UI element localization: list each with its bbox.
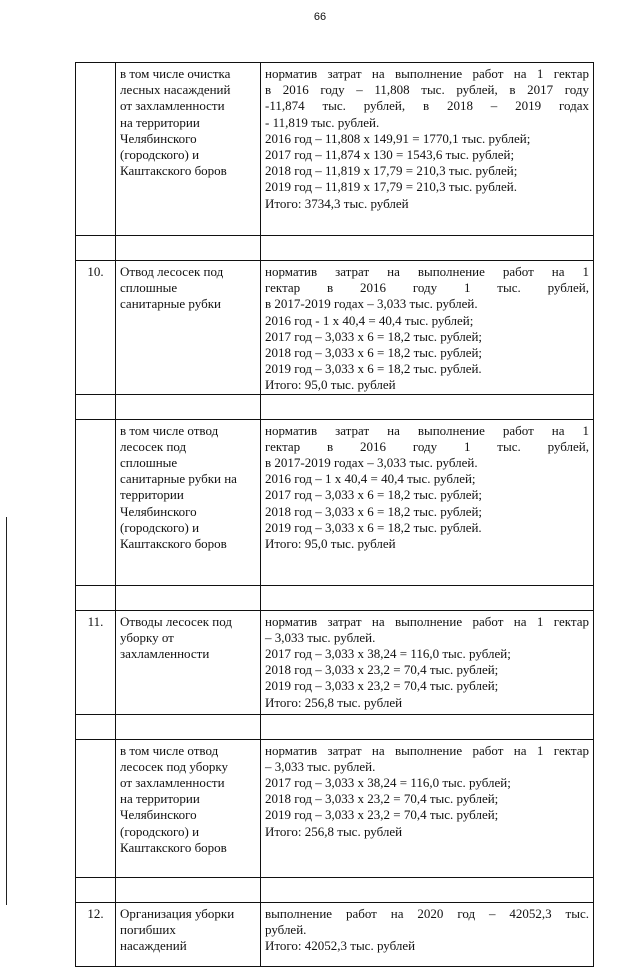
work-name-cell xyxy=(116,902,261,966)
row-number: 10. xyxy=(76,261,116,395)
cost-detail-line: Итого: 256,8 тыс. рублей xyxy=(265,694,403,710)
cost-detail-line: 2018 год – 3,033 х 23,2 = 70,4 тыс. рублей; xyxy=(265,662,499,678)
cost-detail-line: 2016 год – 1 х 40,4 = 40,4 тыс. рублей; xyxy=(265,471,476,487)
work-name-line: погибших xyxy=(120,921,176,937)
cost-detail-line: 2017 год – 3,033 х 38,24 = 116,0 тыс. рублей; xyxy=(265,646,511,662)
work-name-line: в том числе очистка xyxy=(120,66,231,81)
work-name-cell xyxy=(116,419,261,585)
separator-cell xyxy=(116,877,261,902)
cost-detail-line: в 2017-2019 годах – 3,033 тыс. рублей. xyxy=(265,455,478,471)
cost-detail-line: 2019 год – 3,033 х 23,2 = 70,4 тыс. рублей; xyxy=(265,678,499,694)
separator-cell xyxy=(76,394,116,419)
work-name-line: Организация уборки xyxy=(120,905,235,921)
work-name-line: уборку от xyxy=(120,629,174,645)
row-number xyxy=(76,739,116,877)
page-number: 66 xyxy=(313,11,327,23)
cost-table xyxy=(75,62,594,967)
separator-cell xyxy=(261,585,594,610)
separator-cell xyxy=(116,394,261,419)
work-name-line: в том числе отвод xyxy=(120,742,219,758)
work-name-line: Каштакского боров xyxy=(120,163,227,179)
work-name-line: Отвод лесосек под xyxy=(120,264,224,279)
row-number xyxy=(76,63,116,236)
work-name-cell xyxy=(116,739,261,877)
work-name-line: захламленности xyxy=(120,646,210,662)
work-name-line: от захламленности xyxy=(120,775,225,791)
separator-cell xyxy=(261,394,594,419)
cost-detail-line: 2019 год – 3,033 х 6 = 18,2 тыс. рублей. xyxy=(265,361,482,377)
cost-detail-cell xyxy=(261,261,594,395)
cost-detail-cell xyxy=(261,739,594,877)
cost-detail-line: рублей. xyxy=(265,921,307,937)
work-name-cell xyxy=(116,261,261,395)
table-row xyxy=(76,261,594,395)
table-row xyxy=(76,419,594,585)
cost-detail-line: 2017 год – 3,033 х 6 = 18,2 тыс. рублей; xyxy=(265,328,483,344)
cost-detail-line: 2019 год – 3,033 х 6 = 18,2 тыс. рублей. xyxy=(265,519,482,535)
separator-cell xyxy=(76,877,116,902)
separator-cell xyxy=(76,714,116,739)
table-row xyxy=(76,739,594,877)
work-name-line: (городского) и xyxy=(120,147,200,163)
separator-cell xyxy=(261,714,594,739)
row-separator xyxy=(76,585,594,610)
cost-detail-line: Итого: 42052,3 тыс. рублей xyxy=(265,938,416,954)
cost-detail-cell xyxy=(261,902,594,966)
cost-detail-line: 2016 год - 1 х 40,4 = 40,4 тыс. рублей; xyxy=(265,312,474,328)
cost-detail-line: норматив затрат на выполнение работ на 1 xyxy=(265,264,589,279)
work-name-line: сплошные xyxy=(120,280,178,296)
row-separator xyxy=(76,394,594,419)
row-number xyxy=(76,419,116,585)
cost-detail-cell xyxy=(261,63,594,236)
cost-detail-line: – 3,033 тыс. рублей. xyxy=(265,758,376,774)
work-name-line: от захламленности xyxy=(120,98,225,114)
work-name-line: Каштакского боров xyxy=(120,536,227,552)
separator-cell xyxy=(116,714,261,739)
row-separator xyxy=(76,877,594,902)
row-number: 12. xyxy=(76,902,116,966)
cost-detail-cell xyxy=(261,419,594,585)
work-name-line: (городского) и xyxy=(120,823,200,839)
cost-detail-line: – 3,033 тыс. рублей. xyxy=(265,629,376,645)
work-name-line: территории xyxy=(120,487,184,503)
separator-cell xyxy=(261,236,594,261)
cost-detail-line: Итого: 95,0 тыс. рублей xyxy=(265,536,396,552)
work-name-line: санитарные рубки xyxy=(120,296,221,312)
work-name-line: лесосек под xyxy=(120,438,187,454)
cost-detail-line: -11,874 тыс. рублей, в 2018 – 2019 годах xyxy=(265,98,589,114)
work-name-line: лесных насаждений xyxy=(120,82,231,98)
separator-cell xyxy=(116,585,261,610)
cost-detail-line: норматив затрат на выполнение работ на 1 xyxy=(265,422,589,438)
cost-detail-line: норматив затрат на выполнение работ на 1 гектар xyxy=(265,742,589,758)
row-number: 11. xyxy=(76,610,116,714)
work-name-line: сплошные xyxy=(120,455,178,471)
cost-detail-line: гектар в 2016 году 1 тыс. рублей, xyxy=(265,280,589,296)
work-name-line: лесосек под уборку xyxy=(120,758,228,774)
work-name-line: Каштакского боров xyxy=(120,839,227,855)
cost-detail-line: 2017 год – 3,033 х 6 = 18,2 тыс. рублей; xyxy=(265,487,483,503)
table-row xyxy=(76,63,594,236)
table-row xyxy=(76,902,594,966)
scan-margin-line xyxy=(6,517,7,905)
cost-detail-line: в 2016 году – 11,808 тыс. рублей, в 2017 году xyxy=(265,82,589,98)
cost-detail-line: Итого: 95,0 тыс. рублей xyxy=(265,377,396,393)
cost-detail-line: норматив затрат на выполнение работ на 1 гектар xyxy=(265,66,589,81)
cost-detail-line: норматив затрат на выполнение работ на 1 гектар xyxy=(265,613,589,629)
work-name-line: Челябинского xyxy=(120,807,197,823)
cost-detail-line: 2018 год – 11,819 х 17,79 = 210,3 тыс. рублей; xyxy=(265,163,518,179)
cost-detail-line: в 2017-2019 годах – 3,033 тыс. рублей. xyxy=(265,296,478,312)
work-name-line: Отводы лесосек под xyxy=(120,613,232,629)
cost-detail-line: 2019 год – 11,819 х 17,79 = 210,3 тыс. рублей. xyxy=(265,179,517,195)
cost-detail-line: 2018 год – 3,033 х 6 = 18,2 тыс. рублей; xyxy=(265,345,483,361)
table-row xyxy=(76,610,594,714)
cost-detail-line: 2018 год – 3,033 х 23,2 = 70,4 тыс. рублей; xyxy=(265,791,499,807)
cost-detail-line: гектар в 2016 году 1 тыс. рублей, xyxy=(265,438,589,454)
cost-detail-line: 2018 год – 3,033 х 6 = 18,2 тыс. рублей; xyxy=(265,503,483,519)
work-name-line: Челябинского xyxy=(120,503,197,519)
separator-cell xyxy=(76,585,116,610)
separator-cell xyxy=(116,236,261,261)
work-name-line: (городского) и xyxy=(120,519,200,535)
work-name-line: на территории xyxy=(120,114,200,130)
cost-detail-line: Итого: 256,8 тыс. рублей xyxy=(265,823,403,839)
work-name-line: в том числе отвод xyxy=(120,422,219,438)
work-name-line: Челябинского xyxy=(120,130,197,146)
work-name-cell xyxy=(116,63,261,236)
cost-table-body xyxy=(76,63,594,967)
separator-cell xyxy=(76,236,116,261)
cost-detail-line: выполнение работ на 2020 год – 42052,3 тыс. xyxy=(265,905,589,921)
row-separator xyxy=(76,236,594,261)
cost-detail-line: 2017 год – 3,033 х 38,24 = 116,0 тыс. рублей; xyxy=(265,775,511,791)
cost-detail-line: Итого: 3734,3 тыс. рублей xyxy=(265,195,409,211)
work-name-line: санитарные рубки на xyxy=(120,471,237,487)
work-name-line: на территории xyxy=(120,791,200,807)
separator-cell xyxy=(261,877,594,902)
work-name-cell xyxy=(116,610,261,714)
row-separator xyxy=(76,714,594,739)
work-name-line: насаждений xyxy=(120,938,187,954)
cost-detail-line: - 11,819 тыс. рублей. xyxy=(265,114,380,130)
cost-detail-line: 2019 год – 3,033 х 23,2 = 70,4 тыс. рублей; xyxy=(265,807,499,823)
cost-detail-line: 2017 год – 11,874 х 130 = 1543,6 тыс. рублей; xyxy=(265,147,515,163)
cost-detail-line: 2016 год – 11,808 х 149,91 = 1770,1 тыс. рублей; xyxy=(265,130,531,146)
cost-detail-cell xyxy=(261,610,594,714)
